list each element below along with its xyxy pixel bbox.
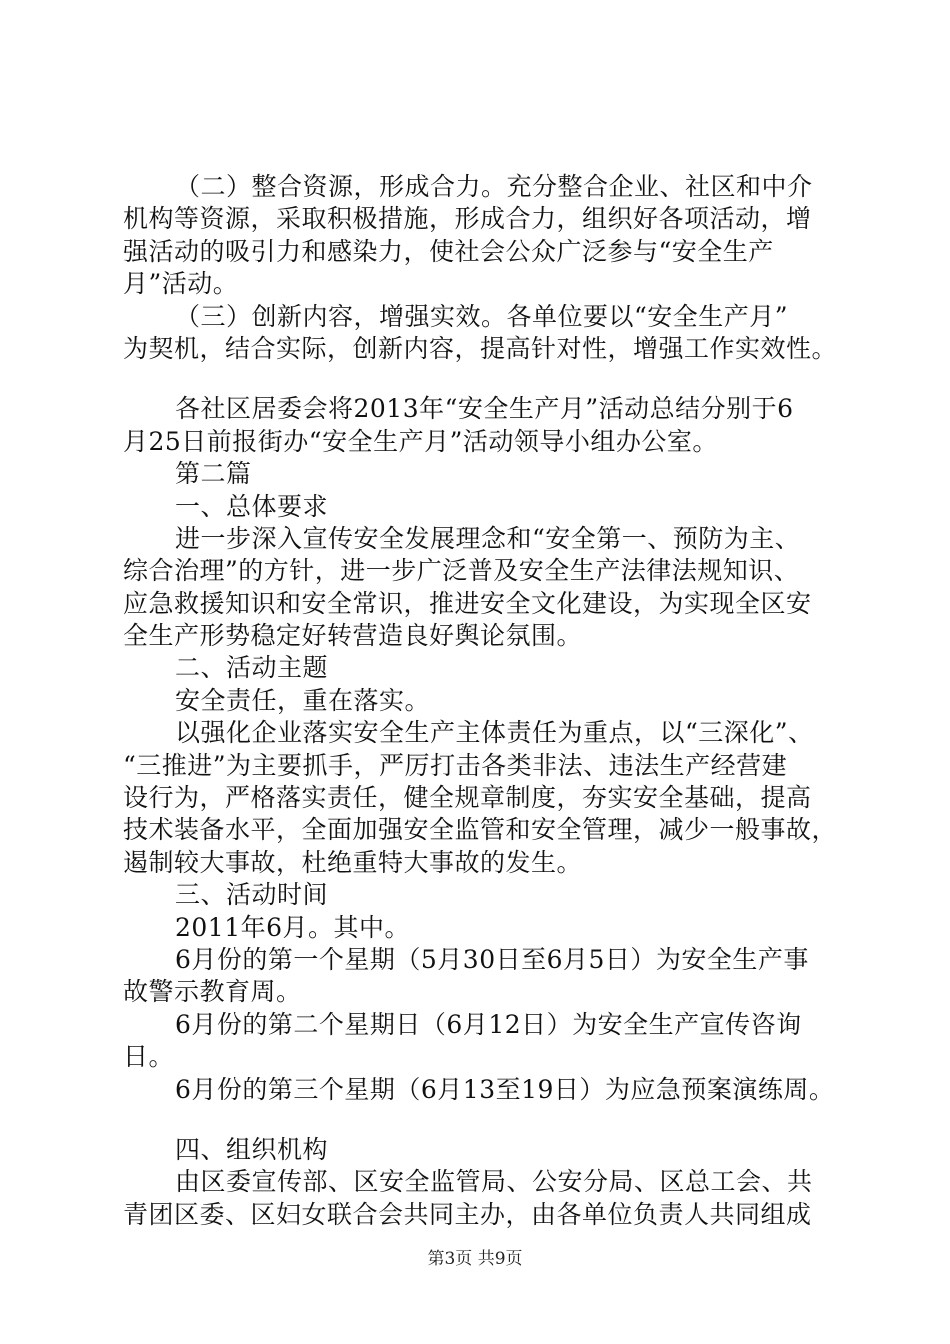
text-line: 设行为，严格落实责任，健全规章制度，夯实安全基础，提高 (123, 783, 812, 813)
paragraph-gap (123, 365, 843, 393)
text-line: 三、活动时间 (175, 880, 329, 910)
text-line: 故警示教育周。 (123, 977, 302, 1007)
text-line: 遏制较大事故，杜绝重特大事故的发生。 (123, 847, 583, 877)
text-line: 各社区居委会将2013年“安全生产月”活动总结分别于6 (175, 394, 794, 424)
text-line: 第二篇 (175, 459, 252, 489)
text-line: 以强化企业落实安全生产主体责任为重点，以“三深化”、 (175, 718, 814, 748)
text-line: 月”活动。 (123, 269, 239, 299)
text-line: （三）创新内容，增强实效。各单位要以“安全生产月” (175, 301, 789, 331)
text-line: 技术装备水平，全面加强安全监管和安全管理，减少一般事故， (123, 815, 838, 845)
text-line: 进一步深入宣传安全发展理念和“安全第一、预防为主、 (175, 523, 801, 553)
text-line: 6月份的第一个星期（5月30日至6月5日）为安全生产事 (175, 944, 809, 974)
text-line: “三推进”为主要抓手，严厉打击各类非法、违法生产经营建 (123, 750, 788, 780)
text-line: 6月份的第三个星期（6月13至19日）为应急预案演练周。 (175, 1074, 835, 1104)
text-line: 日。 (123, 1042, 175, 1072)
text-line: 二、活动主题 (175, 653, 329, 683)
text-line: 一、总体要求 (175, 491, 329, 521)
text-line: 由区委宣传部、区安全监管局、公安分局、区总工会、共 (175, 1167, 813, 1197)
text-line: 强活动的吸引力和感染力，使社会公众广泛参与“安全生产 (123, 236, 774, 266)
text-line: 四、组织机构 (175, 1134, 329, 1164)
text-line: 全生产形势稳定好转营造良好舆论氛围。 (123, 621, 583, 651)
text-line: 2011年6月。其中。 (175, 912, 411, 942)
text-line: 为契机，结合实际，创新内容，提高针对性，增强工作实效性。 (123, 333, 838, 363)
page-number-footer: 第3页 共9页 (427, 1249, 523, 1269)
text-line: 月25日前报街办“安全生产月”活动领导小组办公室。 (123, 426, 718, 456)
text-line: 6月份的第二个星期日（6月12日）为安全生产宣传咨询 (175, 1009, 802, 1039)
text-line: 应急救援知识和安全常识，推进安全文化建设，为实现全区安 (123, 588, 812, 618)
text-line: （二）整合资源，形成合力。充分整合企业、社区和中介 (175, 172, 813, 201)
document-body (123, 171, 843, 1231)
text-line: 综合治理”的方针，进一步广泛普及安全生产法律法规知识、 (123, 556, 800, 586)
text-line: 机构等资源，采取积极措施，形成合力，组织好各项活动，增 (123, 204, 812, 234)
text-line: 青团区委、区妇女联合会共同主办，由各单位负责人共同组成 (123, 1199, 812, 1229)
paragraph-gap (123, 1106, 843, 1134)
text-line: 安全责任，重在落实。 (175, 685, 431, 715)
